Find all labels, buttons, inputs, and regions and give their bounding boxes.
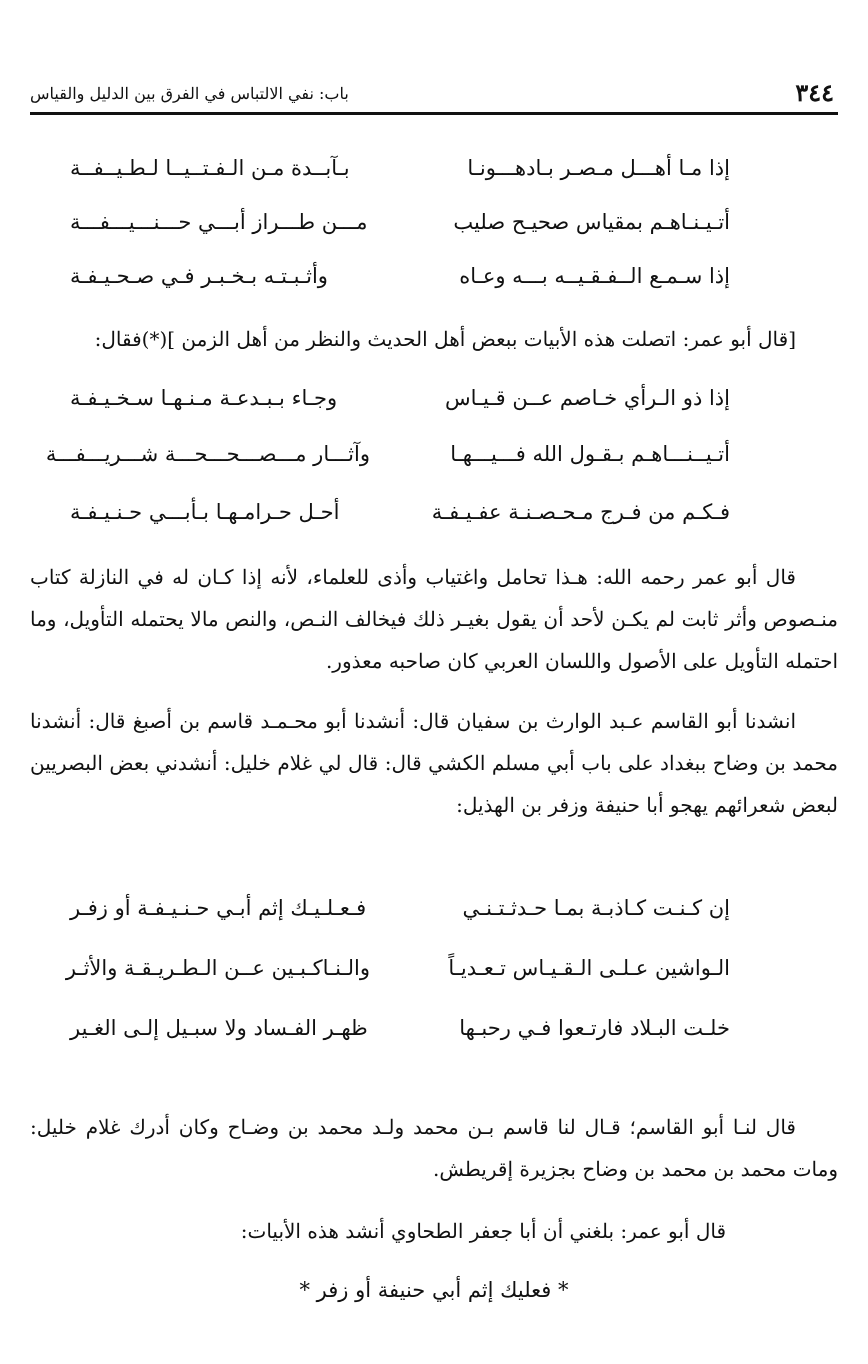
verse-first-hemistich: إن كـنـت كـاذبـة بمـا حـدثـتـنـي — [462, 896, 730, 920]
verse-first-hemistich: خلـت البـلاد فارتـعوا فـي رحبـها — [459, 1016, 730, 1040]
verse-first-hemistich: إذا ذو الـرأي خـاصم عــن قـيـاس — [444, 386, 730, 410]
verse-second-hemistich: أحـل حـرامـهـا بـأبـــي حـنـيـفـة — [70, 500, 340, 524]
intro-note-text: [قال أبو عمر: اتصلت هذه الأبيات ببعض أهل الحديث والنظر من أهل الزمن ](*)فقال: — [94, 327, 796, 351]
verse-line — [0, 156, 868, 200]
paragraph — [30, 1106, 838, 1190]
verse-second-hemistich: وجـاء بـبـدعـة مـنـهـا سـخـيـفـة — [70, 386, 338, 410]
verse-second-hemistich: بـآبــدة مـن الـفـتــيــا لـطـيــفــة — [70, 156, 350, 180]
page-number: ٣٤٤ — [795, 78, 834, 107]
verse-first-hemistich: الـواشين عـلـى الـقـيـاس تـعـديـاً — [448, 956, 730, 980]
verse-line — [0, 1016, 868, 1060]
verse-second-hemistich: وأثـبـتـه بـخـبـر فـي صـحـيـفـة — [70, 264, 328, 288]
verse-first-hemistich: إذا مـا أهـــل مـصـر بـادهـــونـا — [467, 156, 730, 180]
verse-line — [0, 210, 868, 254]
running-title: باب: نفي الالتباس في الفرق بين الدليل والقياس — [30, 84, 349, 103]
closing-verse-text: * فعليك إثم أبي حنيفة أو زفر * — [299, 1278, 569, 1302]
verse-second-hemistich: ظهـر الفـساد ولا سبـيل إلـى الغـير — [70, 1016, 368, 1040]
closing-verse — [0, 1278, 868, 1302]
paragraph — [30, 700, 838, 826]
verse-first-hemistich: أتـيــنـــاهـم بـقـول الله فـــيـــهـا — [450, 442, 730, 466]
verse-first-hemistich: فـكـم من فـرج مـحـصـنـة عفـيـفـة — [431, 500, 730, 524]
verse-line — [0, 956, 868, 1000]
intro-note — [30, 318, 838, 360]
verse-line — [0, 386, 868, 430]
verse-second-hemistich: وآثـــار مـــصـــحـــحـــة شـــريـــفـــة — [45, 442, 370, 466]
paragraph-text: قال لنـا أبو القاسم؛ قـال لنا قاسم بـن محمد ولـد محمد بن وضـاح وكان أدرك غلام خليل: ومات محمد بن محمد بن وضاح بجزيرة إقريطش. — [30, 1115, 838, 1181]
paragraph-text: انشدنا أبو القاسم عـبد الوارث بن سفيان قال: أنشدنا أبو محـمـد قاسم بن أصبغ قال: أنشدنا محمد بن وضاح ببغداد على باب أبي مسلم الكشي قال: قال لي غلام خليل: أنشدني بعض البصريين لبعض شعرائهم يهجو أبا حنيفة وزفر بن الهذيل: — [30, 709, 838, 817]
verse-first-hemistich: أتـيـنـاهـم بمقياس صحيـح صليب — [453, 210, 730, 234]
paragraph — [30, 1210, 838, 1252]
paragraph — [30, 556, 838, 682]
paragraph-text: قال أبو عمر رحمه الله: هـذا تحامل واغتياب وأذى للعلماء، لأنه إذا كـان له في النازلة كتاب منـصوص وأثر ثابت لم يكـن لأحد أن يقول بغيـر ذلك فيخالف النـص، والنص مالا يحتمله التأويل، وما احتمله التأويل على الأصول واللسان العربي كان صاحبه معذور. — [30, 565, 838, 673]
verse-first-hemistich: إذا سـمـع الــفـقـيــه بـــه وعـاه — [459, 264, 730, 288]
page-header — [30, 78, 838, 115]
verse-line — [0, 264, 868, 308]
verse-line — [0, 442, 868, 486]
verse-second-hemistich: فـعـلـيـك إثم أبـي حـنـيـفـة أو زفـر — [70, 896, 367, 920]
verse-line — [0, 896, 868, 940]
verse-second-hemistich: مـــن طـــراز أبـــي حـــنـــيـــفـــة — [70, 210, 368, 234]
paragraph-text: قال أبو عمر: بلغني أن أبا جعفر الطحاوي أنشد هذه الأبيات: — [240, 1219, 726, 1243]
verse-line — [0, 500, 868, 544]
verse-second-hemistich: والـنـاكـبـين عــن الـطـريـقـة والأثـر — [65, 956, 370, 980]
